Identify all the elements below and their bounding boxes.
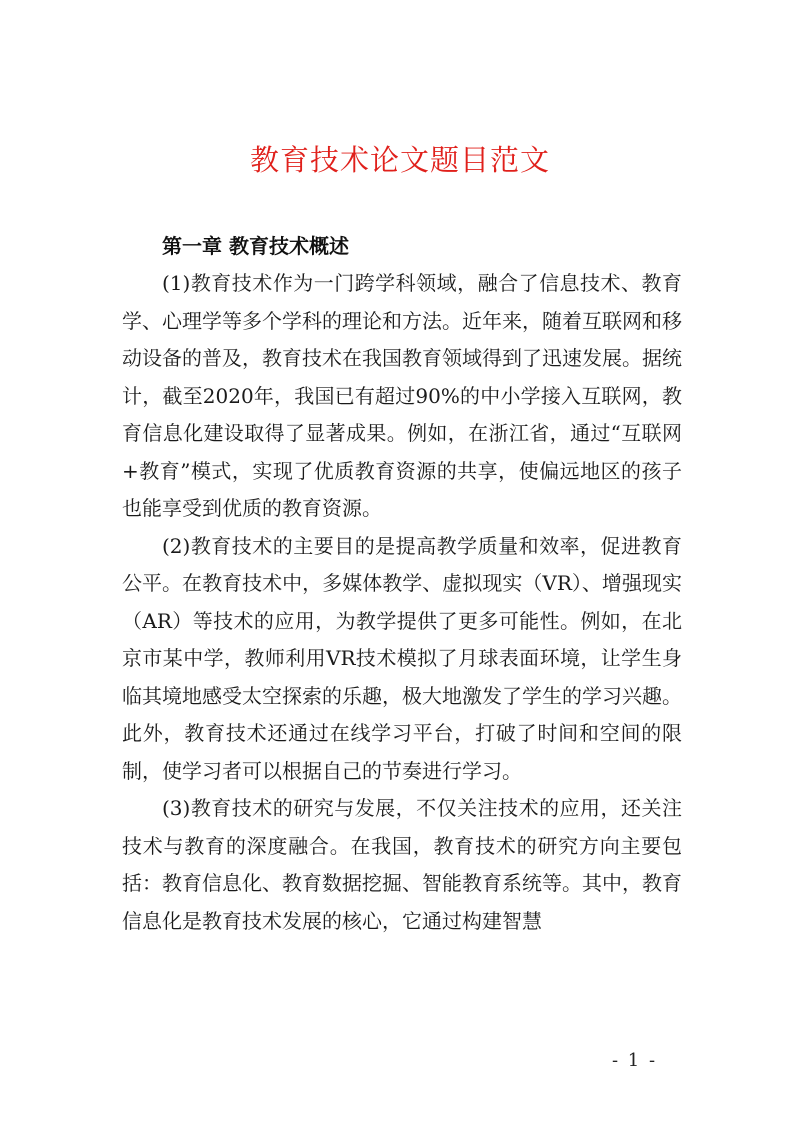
paragraph-1: (1)教育技术作为一门跨学科领域，融合了信息技术、教育学、心理学等多个学科的理论和方法。近年来，随着互联网和移动设备的普及，教育技术在我国教育领域得到了迅速发展。据统计，截至2020年，我国已有超过90%的中小学接入互联网，教育信息化建设取得了显著成果。例如，在浙江省，通过“互联网+教育”模式，实现了优质教育资源的共享，使偏远地区的孩子也能享受到优质的教育资源。 bbox=[122, 271, 682, 520]
chapter-heading: 第一章 教育技术概述 bbox=[162, 234, 349, 258]
document-title: 教育技术论文题目范文 bbox=[249, 143, 550, 177]
body-text bbox=[122, 265, 682, 940]
paragraph-2: (2)教育技术的主要目的是提高教学质量和效率，促进教育公平。在教育技术中，多媒体教学、虚拟现实（VR）、增强现实（AR）等技术的应用，为教学提供了更多可能性。例如，在北京市某中学，教师利用VR技术模拟了月球表面环境，让学生身临其境地感受太空探索的乐趣，极大地激发了学生的学习兴趣。此外，教育技术还通过在线学习平台，打破了时间和空间的限制，使学习者可以根据自己的节奏进行学习。 bbox=[122, 533, 682, 783]
page-number: - 1 - bbox=[612, 1050, 658, 1071]
paragraph-3: (3)教育技术的研究与发展，不仅关注技术的应用，还关注技术与教育的深度融合。在我国，教育技术的研究方向主要包括：教育信息化、教育数据挖掘、智能教育系统等。其中，教育信息化是教育技术发展的核心，它通过构建智慧 bbox=[122, 796, 682, 933]
